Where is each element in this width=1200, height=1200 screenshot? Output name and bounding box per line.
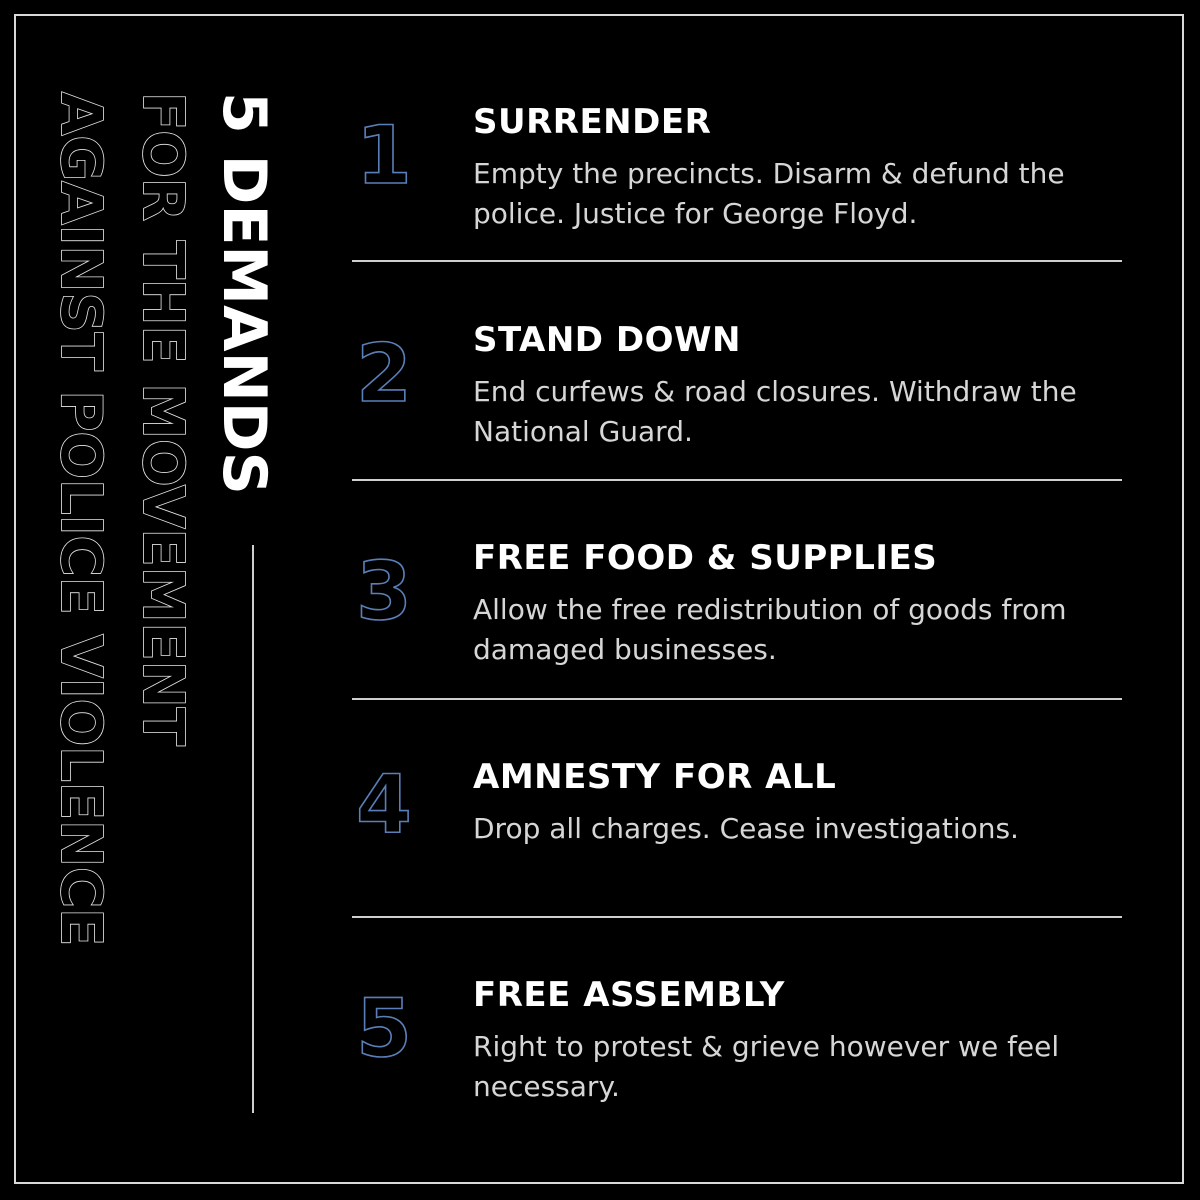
demand-title: SURRENDER (473, 102, 712, 142)
demand-title: STAND DOWN (473, 320, 741, 360)
demand-description: Right to protest & grieve however we feel necessary. (473, 1030, 1060, 1103)
heading-line-1: 5 DEMANDS (209, 92, 279, 495)
demand-description: End curfews & road closures. Withdraw the National Guard. (473, 375, 1077, 448)
demand-title: FREE FOOD & SUPPLIES (473, 538, 938, 578)
divider (352, 916, 1122, 918)
demand-description: Drop all charges. Cease investigations. (473, 812, 1019, 845)
demand-number: 3 (356, 545, 412, 638)
heading-line-3: AGAINST POLICE VIOLENCE (48, 92, 113, 947)
demand-title: FREE ASSEMBLY (473, 975, 785, 1015)
heading-line-2: FOR THE MOVEMENT (130, 92, 195, 746)
demand-number: 4 (356, 758, 412, 851)
demand-title: AMNESTY FOR ALL (473, 757, 837, 797)
vertical-heading (39, 92, 285, 946)
divider (352, 698, 1122, 700)
demand-description: Empty the precincts. Disarm & defund the police. Justice for George Floyd. (473, 157, 1065, 230)
demand-number: 1 (356, 109, 412, 202)
divider (352, 260, 1122, 262)
divider (352, 479, 1122, 481)
demand-number: 5 (356, 982, 412, 1075)
demand-number: 2 (356, 327, 412, 420)
demand-description: Allow the free redistribution of goods from damaged businesses. (473, 593, 1067, 666)
heading-rule (252, 545, 254, 1113)
